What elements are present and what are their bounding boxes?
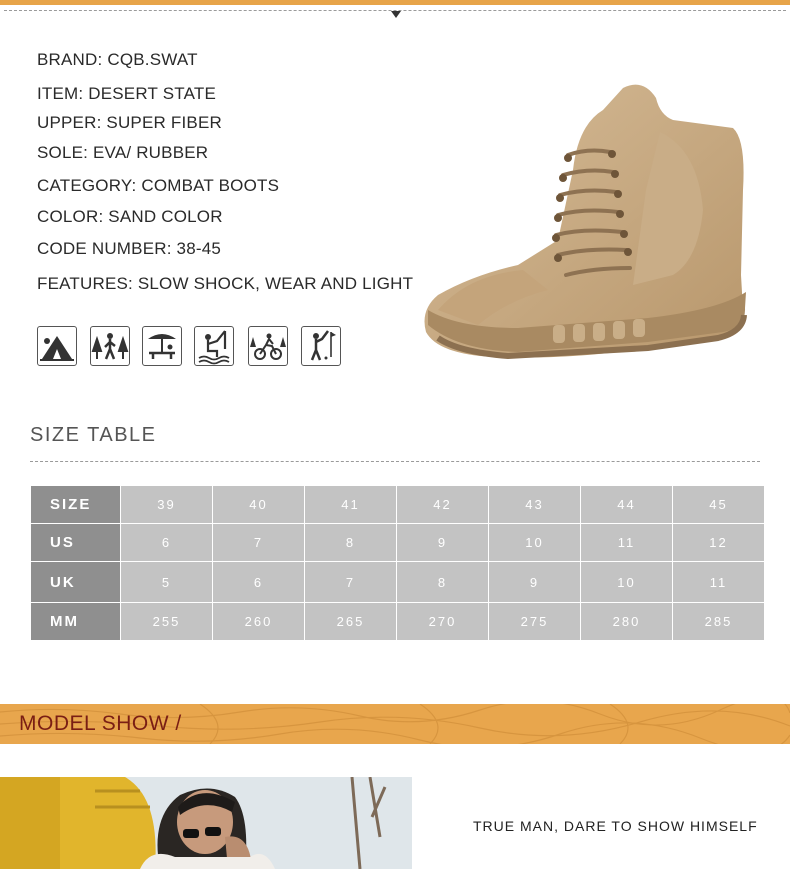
- size-cell: 270: [397, 603, 489, 641]
- top-accent-strip: [0, 0, 790, 5]
- size-cell: 40: [213, 486, 305, 524]
- size-cell: 42: [397, 486, 489, 524]
- size-cell: 44: [581, 486, 673, 524]
- spec-features: FEATURES: SLOW SHOCK, WEAR AND LIGHT: [37, 274, 414, 293]
- camping-icon: [37, 326, 77, 366]
- fishing-icon: [194, 326, 234, 366]
- size-cell: 255: [121, 603, 213, 641]
- size-cell: 11: [581, 524, 673, 562]
- spec-brand: BRAND: CQB.SWAT: [37, 50, 198, 69]
- picnic-icon: [142, 326, 182, 366]
- size-cell: 275: [489, 603, 581, 641]
- size-cell: 8: [305, 524, 397, 562]
- size-cell: 8: [397, 562, 489, 603]
- hiking-icon: [90, 326, 130, 366]
- size-cell: 260: [213, 603, 305, 641]
- row-header-us: US: [31, 524, 121, 562]
- golf-icon: [301, 326, 341, 366]
- uk-row: [31, 562, 765, 603]
- model-tagline: TRUE MAN, DARE TO SHOW HIMSELF: [473, 818, 758, 834]
- size-table-divider: [30, 461, 760, 462]
- size-cell: 6: [121, 524, 213, 562]
- cycling-icon: [248, 326, 288, 366]
- row-header-uk: UK: [31, 562, 121, 603]
- size-cell: 39: [121, 486, 213, 524]
- row-header-mm: MM: [31, 603, 121, 641]
- size-cell: 9: [397, 524, 489, 562]
- size-cell: 41: [305, 486, 397, 524]
- row-header-size: SIZE: [31, 486, 121, 524]
- size-row: [31, 486, 765, 524]
- size-cell: 7: [213, 524, 305, 562]
- spec-color: COLOR: SAND COLOR: [37, 207, 223, 226]
- spec-item: ITEM: DESERT STATE: [37, 84, 216, 103]
- size-cell: 43: [489, 486, 581, 524]
- size-cell: 280: [581, 603, 673, 641]
- size-cell: 6: [213, 562, 305, 603]
- size-cell: 285: [673, 603, 765, 641]
- model-show-title: MODEL SHOW /: [19, 712, 182, 735]
- spec-upper: UPPER: SUPER FIBER: [37, 113, 222, 132]
- size-table: [30, 485, 765, 641]
- size-cell: 10: [581, 562, 673, 603]
- spec-sole: SOLE: EVA/ RUBBER: [37, 143, 209, 162]
- size-cell: 45: [673, 486, 765, 524]
- spec-category: CATEGORY: COMBAT BOOTS: [37, 176, 280, 195]
- boot-product-image: [398, 70, 790, 370]
- mm-row: [31, 603, 765, 641]
- size-cell: 9: [489, 562, 581, 603]
- model-photo: [0, 777, 412, 869]
- size-table-title: SIZE TABLE: [30, 424, 157, 446]
- size-cell: 265: [305, 603, 397, 641]
- model-show-banner: [0, 704, 790, 744]
- size-cell: 11: [673, 562, 765, 603]
- arrow-down-icon: [391, 11, 401, 18]
- size-cell: 12: [673, 524, 765, 562]
- us-row: [31, 524, 765, 562]
- size-cell: 5: [121, 562, 213, 603]
- size-cell: 7: [305, 562, 397, 603]
- spec-code-number: CODE NUMBER: 38-45: [37, 239, 222, 258]
- size-cell: 10: [489, 524, 581, 562]
